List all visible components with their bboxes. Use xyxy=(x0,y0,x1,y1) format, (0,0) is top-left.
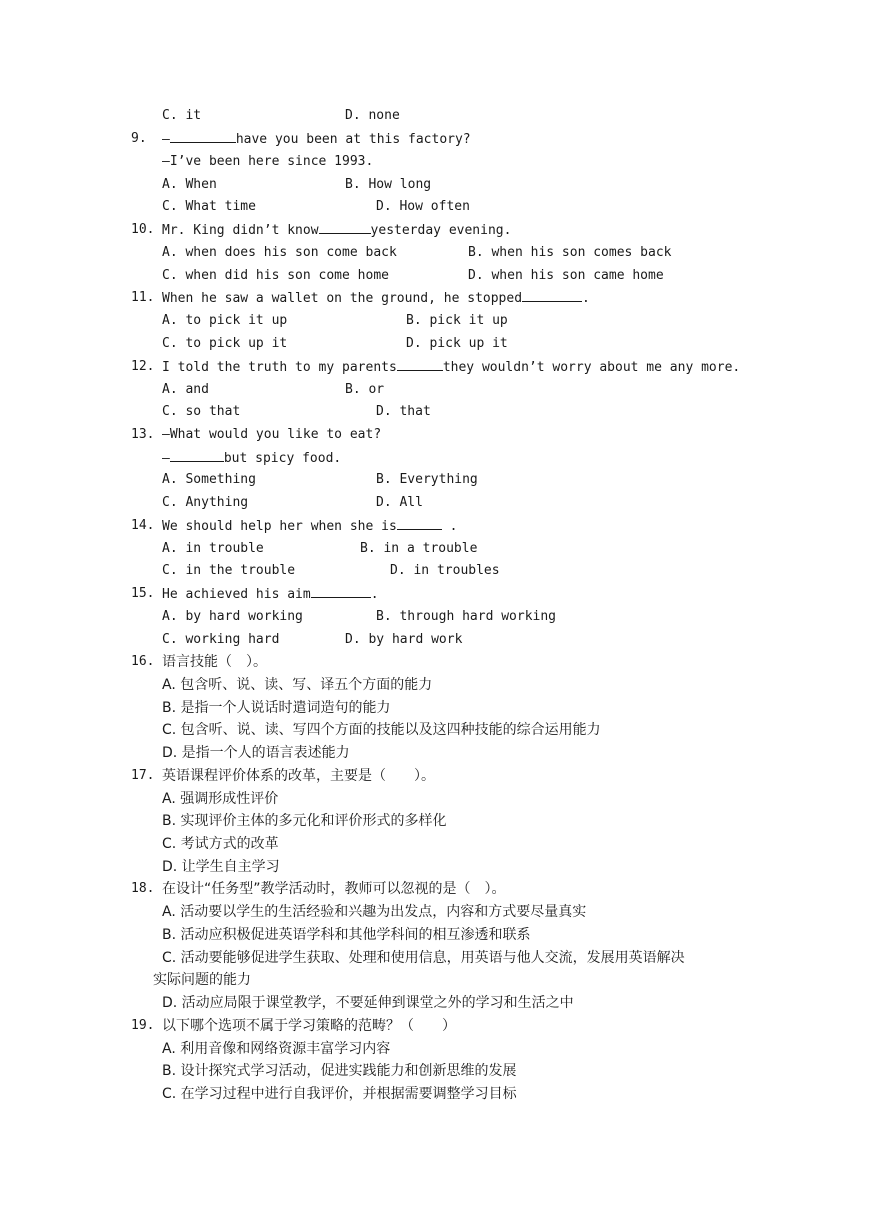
q16-number: 16. xyxy=(131,654,155,669)
q11-option-d: D. pick up it xyxy=(406,336,508,351)
q13-blank xyxy=(170,448,224,462)
q13-number: 13. xyxy=(131,427,155,442)
q12-number: 12. xyxy=(131,359,155,374)
q10-blank xyxy=(319,220,371,234)
q11-option-a: A. to pick it up xyxy=(162,313,288,328)
q12-option-a: A. and xyxy=(162,382,209,397)
q19-option-c: C. 在学习过程中进行自我评价，并根据需要调整学习目标 xyxy=(162,1086,517,1102)
q14-option-d: D. in troubles xyxy=(390,563,500,578)
q14-option-c: C. in the trouble xyxy=(162,563,296,578)
q14-blank xyxy=(397,516,442,530)
q14-number: 14. xyxy=(131,518,155,533)
q17-option-b: B. 实现评价主体的多元化和评价形式的多样化 xyxy=(162,813,447,829)
q15-stem: He achieved his aim . xyxy=(162,584,379,605)
q18-option-c-continued: 实际问题的能力 xyxy=(153,972,251,988)
q12-option-c: C. so that xyxy=(162,404,241,419)
q18-option-c: C. 活动要能够促进学生获取、处理和使用信息，用英语与他人交流，发展用英语解决 xyxy=(162,950,685,966)
q19-number: 19. xyxy=(131,1018,155,1033)
q12-stem: I told the truth to my parents they wouldn’t worry about me any more. xyxy=(162,357,740,378)
q16-option-b: B. 是指一个人说话时遣词造句的能力 xyxy=(162,700,391,716)
q10-option-d: D. when his son came home xyxy=(468,268,664,283)
q17-number: 17. xyxy=(131,768,155,783)
q11-option-c: C. to pick up it xyxy=(162,336,288,351)
q11-option-b: B. pick it up xyxy=(406,313,508,328)
q18-option-a: A. 活动要以学生的生活经验和兴趣为出发点，内容和方式要尽量真实 xyxy=(162,904,587,920)
q9-option-a: A. When xyxy=(162,177,217,192)
q18-number: 18. xyxy=(131,881,155,896)
q8-option-c: C. it xyxy=(162,108,202,123)
q16-option-c: C. 包含听、说、读、写四个方面的技能以及这四种技能的综合运用能力 xyxy=(162,722,601,738)
q15-option-d: D. by hard work xyxy=(345,632,463,647)
q10-stem: Mr. King didn’t know yesterday evening. xyxy=(162,220,511,241)
q12-option-d: D. that xyxy=(376,404,431,419)
q12-blank xyxy=(397,357,443,371)
q19-option-b: B. 设计探究式学习活动，促进实践能力和创新思维的发展 xyxy=(162,1063,517,1079)
q13-option-d: D. All xyxy=(376,495,423,510)
q13-reply: — but spicy food. xyxy=(162,448,341,469)
q9-option-b: B. How long xyxy=(345,177,432,192)
q14-stem: We should help her when she is . xyxy=(162,516,457,537)
q18-option-d: D. 活动应局限于课堂教学，不要延伸到课堂之外的学习和生活之中 xyxy=(162,995,574,1011)
q14-option-b: B. in a trouble xyxy=(360,541,478,556)
q13-stem: —What would you like to eat? xyxy=(162,427,382,442)
q10-option-b: B. when his son comes back xyxy=(468,245,672,260)
q9-reply: —I’ve been here since 1993. xyxy=(162,154,374,169)
q10-number: 10. xyxy=(131,222,155,237)
q15-blank xyxy=(311,584,371,598)
q11-blank xyxy=(522,288,582,302)
q19-stem: 以下哪个选项不属于学习策略的范畴？（ ） xyxy=(162,1018,456,1034)
q15-option-a: A. by hard working xyxy=(162,609,303,624)
q13-option-c: C. Anything xyxy=(162,495,249,510)
q19-option-a: A. 利用音像和网络资源丰富学习内容 xyxy=(162,1041,391,1057)
q13-option-a: A. Something xyxy=(162,472,256,487)
q16-option-d: D. 是指一个人的语言表述能力 xyxy=(162,745,350,761)
q14-option-a: A. in trouble xyxy=(162,541,264,556)
q13-option-b: B. Everything xyxy=(376,472,478,487)
q18-option-b: B. 活动应积极促进英语学科和其他学科间的相互渗透和联系 xyxy=(162,927,531,943)
q9-option-d: D. How often xyxy=(376,199,470,214)
q10-option-a: A. when does his son come back xyxy=(162,245,397,260)
q17-stem: 英语课程评价体系的改革，主要是（ ）。 xyxy=(162,768,435,784)
q8-option-d: D. none xyxy=(345,108,400,123)
q16-option-a: A. 包含听、说、读、写、译五个方面的能力 xyxy=(162,677,433,693)
q9-stem: — have you been at this factory? xyxy=(162,129,471,150)
q15-option-b: B. through hard working xyxy=(376,609,557,624)
q9-number: 9. xyxy=(131,131,147,146)
q17-option-d: D. 让学生自主学习 xyxy=(162,859,280,875)
q17-option-a: A. 强调形成性评价 xyxy=(162,791,279,807)
q18-stem: 在设计“任务型”教学活动时，教师可以忽视的是（ ）。 xyxy=(162,881,506,897)
q11-stem: When he saw a wallet on the ground, he stopped . xyxy=(162,288,590,309)
q15-option-c: C. working hard xyxy=(162,632,280,647)
q15-number: 15. xyxy=(131,586,155,601)
q9-option-c: C. What time xyxy=(162,199,256,214)
q10-option-c: C. when did his son come home xyxy=(162,268,389,283)
q12-option-b: B. or xyxy=(345,382,385,397)
q11-number: 11. xyxy=(131,290,155,305)
q16-stem: 语言技能（ ）。 xyxy=(162,654,267,670)
q9-blank xyxy=(170,129,236,143)
q17-option-c: C. 考试方式的改革 xyxy=(162,836,279,852)
